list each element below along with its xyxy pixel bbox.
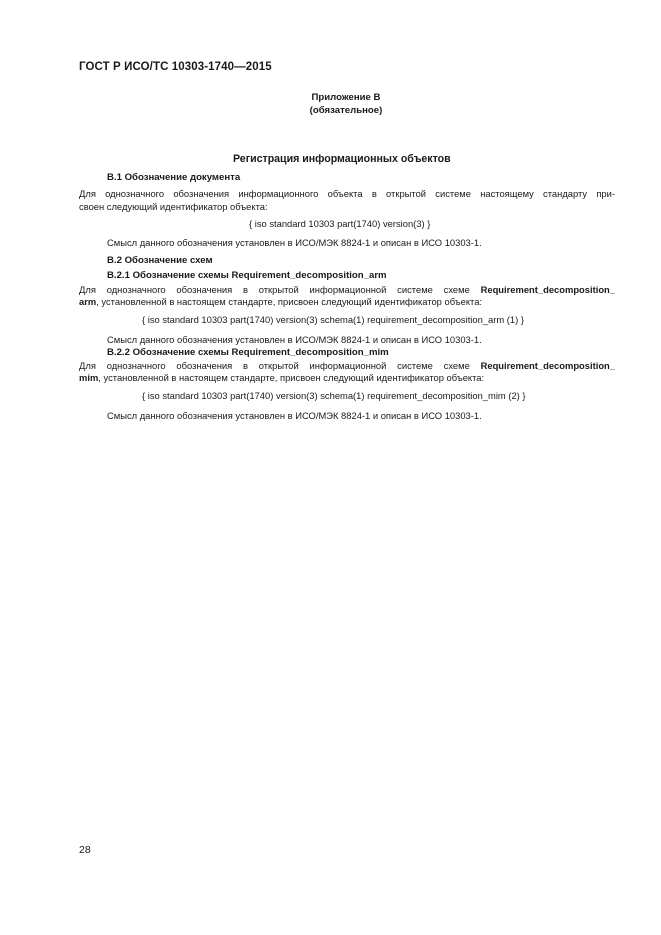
b22-paragraph-line2 [79, 372, 484, 383]
page-number: 28 [79, 844, 91, 856]
annex-title: Приложение В [311, 92, 381, 103]
b21-paragraph-line1 [79, 284, 615, 295]
b1-meaning: Смысл данного обозначения установлен в ИСО/МЭК 8824-1 и описан в ИСО 10303-1. [107, 237, 482, 248]
document-code-header: ГОСТ Р ИСО/ТС 10303-1740—2015 [79, 61, 272, 73]
b21-heading: В.2.1 Обозначение схемы Requirement_decomposition_arm [107, 270, 387, 281]
b22-identifier: { iso standard 10303 part(1740) version(3) schema(1) requirement_decomposition_mim (2) } [142, 390, 526, 401]
b21-identifier: { iso standard 10303 part(1740) version(3) schema(1) requirement_decomposition_arm (1) } [142, 314, 524, 325]
b22-meaning: Смысл данного обозначения установлен в ИСО/МЭК 8824-1 и описан в ИСО 10303-1. [107, 410, 482, 421]
b21-meaning: Смысл данного обозначения установлен в ИСО/МЭК 8824-1 и описан в ИСО 10303-1. [107, 334, 482, 345]
b22-paragraph-line1-text: Для однозначного обозначения в открытой информационной системе схеме [79, 360, 481, 371]
b22-schema-name-part2: mim [79, 372, 99, 383]
b1-heading: В.1 Обозначение документа [107, 172, 241, 183]
b21-paragraph-line2-text: , установленной в настоящем стандарте, присвоен следующий идентификатор объекта: [96, 296, 483, 307]
b21-schema-name-part2: arm [79, 296, 97, 307]
b22-paragraph-line2-text: , установленной в настоящем стандарте, присвоен следующий идентификатор объекта: [98, 372, 485, 383]
b22-schema-name-part1: Requirement_decomposition_ [480, 360, 615, 371]
annex-status: (обязательное) [309, 105, 383, 116]
b21-paragraph-line1-text: Для однозначного обозначения в открытой информационной системе схеме [79, 284, 481, 295]
b22-paragraph-line1 [79, 360, 615, 371]
b22-heading: В.2.2 Обозначение схемы Requirement_decomposition_mim [107, 347, 389, 358]
b21-schema-name-part1: Requirement_decomposition_ [480, 284, 615, 295]
b1-paragraph-line1: Для однозначного обозначения информационного объекта в открытой системе настоящему стандарту при- [79, 188, 615, 199]
b21-paragraph-line2 [79, 296, 482, 307]
b1-paragraph-line2: своен следующий идентификатор объекта: [79, 201, 268, 212]
section-title: Регистрация информационных объектов [233, 153, 451, 165]
b2-heading: В.2 Обозначение схем [107, 255, 213, 266]
b1-identifier: { iso standard 10303 part(1740) version(3) } [249, 218, 431, 229]
